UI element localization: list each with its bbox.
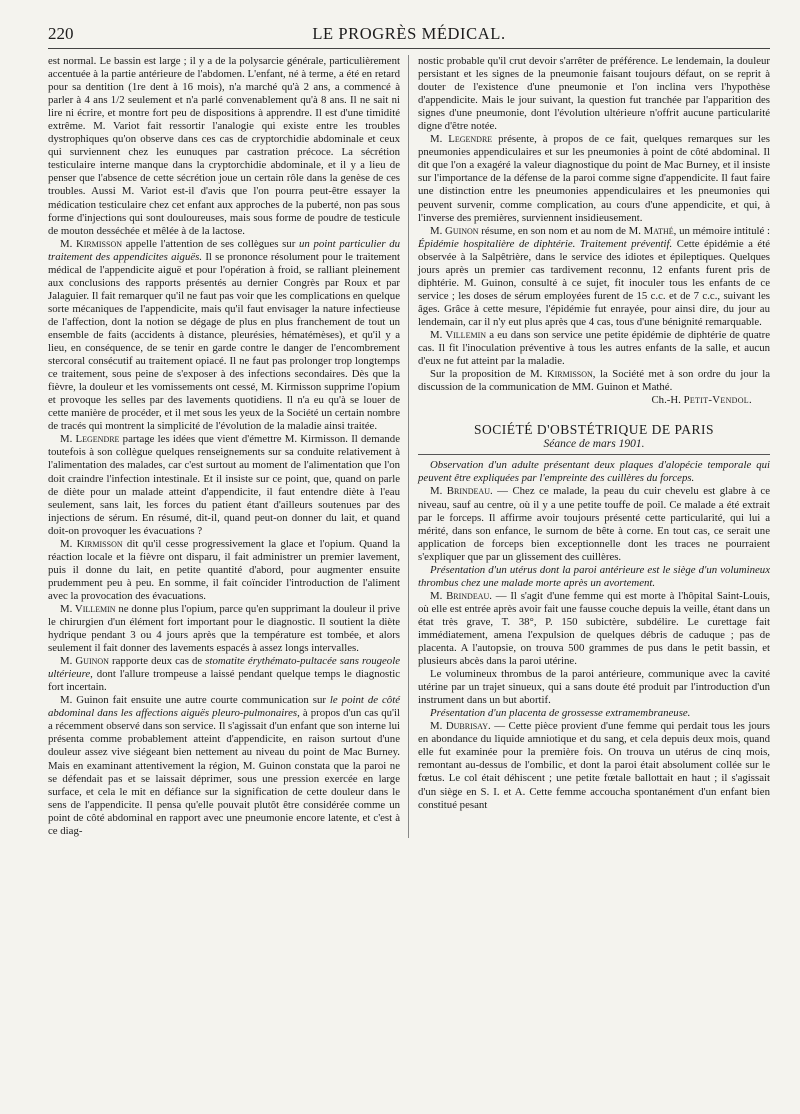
paragraph: M. Villemin a eu dans son service une petite épidémie de diphtérie de quatre cas. Il fit l'inoculation préventive à tous les autres enfants de la salle, et aucun d'eux ne fut atteint par la maladie. (418, 328, 770, 368)
paragraph: M. Brindeau. — Il s'agit d'une femme qui est morte à l'hôpital Saint-Louis, où elle est entrée après avoir fait une fausse couche depuis la veille, étant dans un état très grave, T. 38°, P. 150 subictère, subdélire. Le curettage fait immédiatement, amena l'expulsion de quelques débris de caduque ; pas de placenta. A l'autopsie, on trouva 500 grammes de pus dans le petit bassin, et plusieurs abcès dans la paroi utérine. (418, 589, 770, 668)
speaker-name: M. Legendre (60, 433, 120, 446)
speaker-name: M. Dubrisay. (430, 720, 491, 733)
text-columns (48, 55, 770, 838)
section-heading: Présentation d'un utérus dont la paroi antérieure est le siège d'un volumineux thrombus chez une malade morte après un avortement. (418, 563, 770, 589)
speaker-name: Kirmisson, (546, 368, 596, 381)
society-heading: SOCIÉTÉ D'OBSTÉTRIQUE DE PARIS (473, 422, 715, 438)
paragraph: M. Kirmisson dit qu'il cesse progressivement la glace et l'opium. Quand la réaction locale et la fièvre ont disparu, il fait administrer un premier lavement, puis il donne du lait, en petite quantité d'abord, pour augmenter ensuite prudemment peu à peu. En somme, il fait coïncider l'introduction de l'aliment avec la provocation des évacuations. (48, 537, 400, 602)
paragraph: M. Brindeau. — Chez ce malade, la peau du cuir chevelu est glabre à ce niveau, sauf au centre, où il y a une petite touffe de poil. Ce malade a été extrait par le forceps. Il affirme avoir toujours présenté cette particularité, qui lui a mérité, dans son enfance, le surnom de bête à corne. En tout cas, ce serait une application de forceps bien exceptionnelle dont les traces ne pourraient s'expliquer que par un glissement des cuillères. (418, 485, 771, 563)
speaker-name: M. Villemin (60, 602, 116, 615)
speaker-name: M. Kirmisson (60, 537, 123, 550)
speaker-name: Mathé, (643, 224, 677, 237)
speaker-name: M. Villemin (430, 328, 487, 341)
session-date: Séance de mars 1901. (543, 438, 645, 451)
speaker-name: M. Brindeau. (430, 589, 492, 602)
speaker-name: M. Guinon (60, 655, 109, 668)
divider (418, 454, 770, 455)
paragraph: Le volumineux thrombus de la paroi antérieure, communique avec la cavité utérine par un trajet sinueux, qui a sans doute été produit par l'introduction d'un instrument dans un but abortif. (418, 668, 770, 707)
paragraph: M. Villemin ne donne plus l'opium, parce qu'en supprimant la douleur il prive le chirurgien d'un élément fort important pour le diagnostic. Il soutient la diète hydrique pendant 3 ou 4 jours après que la température est tombée, et alors seulement il fait donner des lavements espacés à assez longs intervalles. (48, 602, 400, 655)
right-column (414, 55, 770, 838)
paragraph: M. Guinon fait ensuite une autre courte communication sur le point de côté abdominal dans les affections aiguës pleuro-pulmonaires, à propos d'un cas qu'il a récemment observé dans son service. Il s'agissait d'un enfant que son interne lui présenta comme probablement atteint d'appendicite, en raison surtout d'une douleur assez vive siégeant bien nettement au niveau du point de Mac Burney. Mais en examinant attentivement la région, M. Guinon constata que la paroi ne se défendait pas et se laissait déprimer, sous une pression exercée en large surface, et cela le mit en défiance sur la signification de cette douleur dans le sens de l'appendicite. Il pensa qu'elle pouvait plutôt être considérée comme un point de côté abdominal en rapport avec une pneumonie encore latente, et c'est à ce diag- (48, 694, 400, 837)
paragraph: M. Guinon rapporte deux cas de stomatite érythémato-pultacée sans rougeole ultérieure, dont l'allure trompeuse a laissé pendant quelque temps le diagnostic fort incertain. (48, 655, 400, 694)
page-header (48, 22, 770, 49)
speaker-name: M. Legendre (430, 133, 493, 146)
speaker-name: Guinon (445, 224, 479, 237)
communication-title: le point de côté abdominal dans les affections aiguës pleuro-pulmonaires, (48, 694, 400, 720)
communication-title: un point particulier du traitement des appendicites aiguës. (48, 237, 400, 263)
paragraph: M. Dubrisay. — Cette pièce provient d'une femme qui perdait tous les jours en abondance du liquide amniotique et du sang, et cela depuis deux mois, quand elle fut examinée pour la première fois. On trouva un utérus de cinq mois, remontant au-dessus de l'ombilic, et dont la paroi était absolument collée sur le fœtus. Le col était déhiscent ; une petite fœtale ballottait en haut ; il s'agissait d'un siège en S. I. et A. Cette femme accoucha spontanément d'un enfant bien constitué pesant (418, 720, 770, 811)
section-heading: Présentation d'un placenta de grossesse extramembraneuse. (430, 707, 691, 720)
paragraph: nostic probable qu'il crut devoir s'arrêter de préférence. Le lendemain, la douleur persistant et les signes de la pneumonie faisant toujours défaut, on se reprit à douter de l'existence d'une pneumonie et l'on inclina vers l'hypothèse d'appendicite. Mais le jour suivant, la question fut tranchée par l'apparition des signes d'une pneumonie, dont l'évolution ultérieure n'offrit aucune particularité digne d'être notée. (418, 55, 770, 133)
paragraph: M. Kirmisson appelle l'attention de ses collègues sur un point particulier du traitement des appendicites aiguës. Il se prononce résolument pour le traitement médical de l'appendicite aiguë et pour l'opération à froid, se ralliant pleinement aux conclusions des rapports présentés au dernier Congrès par Roux et par Jalaguier. Il fait remarquer qu'il ne faut pas voir que les complications en quelque sorte mécaniques de l'appendicite, mais qu'il faut envisager la nature infectieuse de l'affection, dont la notion se dégage de plus en plus franchement de tout un ensemble de faits (accidents à distance, pleurésies, hématémèses), et qu'il y a lieu, en conséquence, de se tenir en garde contre le danger de l'encombrement stercoral consécutif au traitement opiacé. Il ne faut pas prolonger trop longtemps ce traitement, sous peine de s'exposer à des infections secondaires. Dès que la fièvre, la douleur et les vomissements ont cessé, M. Kirmisson supprime l'opium et provoque les selles par des lavements quotidiens. Il n'a eu qu'à se louer de cette manière de procéder, et il met sous les yeux de la Société un certain nombre de tracés qui montrent la simplicité de l'évolution de la maladie ainsi traitée. (48, 237, 401, 433)
signature: Ch.-H. Petit-Vendol. (651, 394, 752, 407)
paragraph: M. Legendre présente, à propos de ce fait, quelques remarques sur les pneumonies appendiculaires et sur les pneumonies à point de côté abdominal. Il dit que l'on a exagéré la valeur diagnostique du point de Mac Burney, et il insiste sur l'importance de la défense de la paroi comme signe d'appendicite. Il faut faire une distinction entre les pneumonies appendiculaires et les pneumonies qui peuvent survenir, comme complication, au cours d'une appendicite, et qui, à l'inverse des premières, surviennent insidieusement. (418, 133, 770, 224)
paragraph: M. Guinon résume, en son nom et au nom de M. Mathé, un mémoire intitulé : Épidémie hospitalière de diphtérie. Traitement préventif. Cette épidémie a été observée à la Salpêtrière, dans le service des idiotes et épileptiques. Quelques jours après un premier cas tardivement reconnu, 12 enfants furent pris de diphtérie. M. Guinon, consulté à ce sujet, fit inoculer tous les enfants de ce service ; les doses de sérum employées furent de 15 c.c. et de 7 c.c., suivant les âges. Grâce à cette mesure, l'épidémie fut enrayée, pour ainsi dire, du jour au lendemain, car il n'y eut plus après que 4 cas, tous d'une bénignité remarquable. (418, 224, 770, 328)
paragraph: est normal. Le bassin est large ; il y a de la polysarcie générale, particulièrement accentuée à la partie antérieure de l'abdomen. L'enfant, né à terme, a été en retard pour sa dentition (1re dent à 16 mois), n'a marché qu'à 2 ans, a commencé à parler à 4 ans 1/2 seulement et n'a parlé convenablement qu'à 8 ans. Il ne sait ni lire ni écrire, et montre fort peu de dispositions à apprendre. Il est d'une timidité extrême. M. Variot fait ressortir l'analogie qui existe entre les troubles dystrophiques qu'on observe dans ces cas de cryptorchidie abdominale et ceux qui surviennent chez les eunuques par castration précoce. La sécrétion testiculaire interne manque dans la cryptorchidie abdominale, et il y a lieu de penser que l'absence de cette sécrétion joue un certain rôle dans la genèse de ces troubles. Aussi M. Variot est-il d'avis que l'on pourra peut-être essayer la médication testiculaire chez cet enfant aux approches de la puberté, non pas sous forme d'injections qui sont douloureuses, mais sous forme de poudre de testicule de mouton desséchée et mêlée à de la lactose. (48, 55, 400, 237)
speaker-name: M. Kirmisson (60, 237, 123, 250)
page-number: 220 (48, 24, 74, 43)
running-title: LE PROGRÈS MÉDICAL. (312, 24, 506, 43)
section-heading: Observation d'un adulte présentant deux plaques d'alopécie temporale qui peuvent être expliquées par l'empreinte des cuillères du forceps. (418, 459, 770, 485)
paragraph: M. Legendre partage les idées que vient d'émettre M. Kirmisson. Il demande toutefois à son collègue quelques renseignements sur sa conduite relativement à l'alimentation des malades, car c'est surtout au moment de l'alimentation que l'on doit craindre l'infection intestinale. Et il insiste sur ce point, que, quand on parle de diète pour un malade atteint d'appendicite, il faut entendre diète à l'eau seulement, sans lait, les forces du patient étant d'ailleurs soutenues par des injections de sérum. En résumé, dit-il, quand peut-on donner du lait, et quand doit-on provoquer les évacuations ? (48, 433, 400, 537)
communication-title: Épidémie hospitalière de diphtérie. Traitement préventif. (418, 237, 673, 250)
paragraph: Sur la proposition de M. Kirmisson, la Société met à son ordre du jour la discussion de la communication de MM. Guinon et Mathé. (418, 368, 770, 394)
communication-title: stomatite érythémato-pultacée sans rougeole ultérieure, (48, 655, 400, 681)
left-column (48, 55, 409, 838)
speaker-name: M. Brindeau. (430, 485, 493, 498)
